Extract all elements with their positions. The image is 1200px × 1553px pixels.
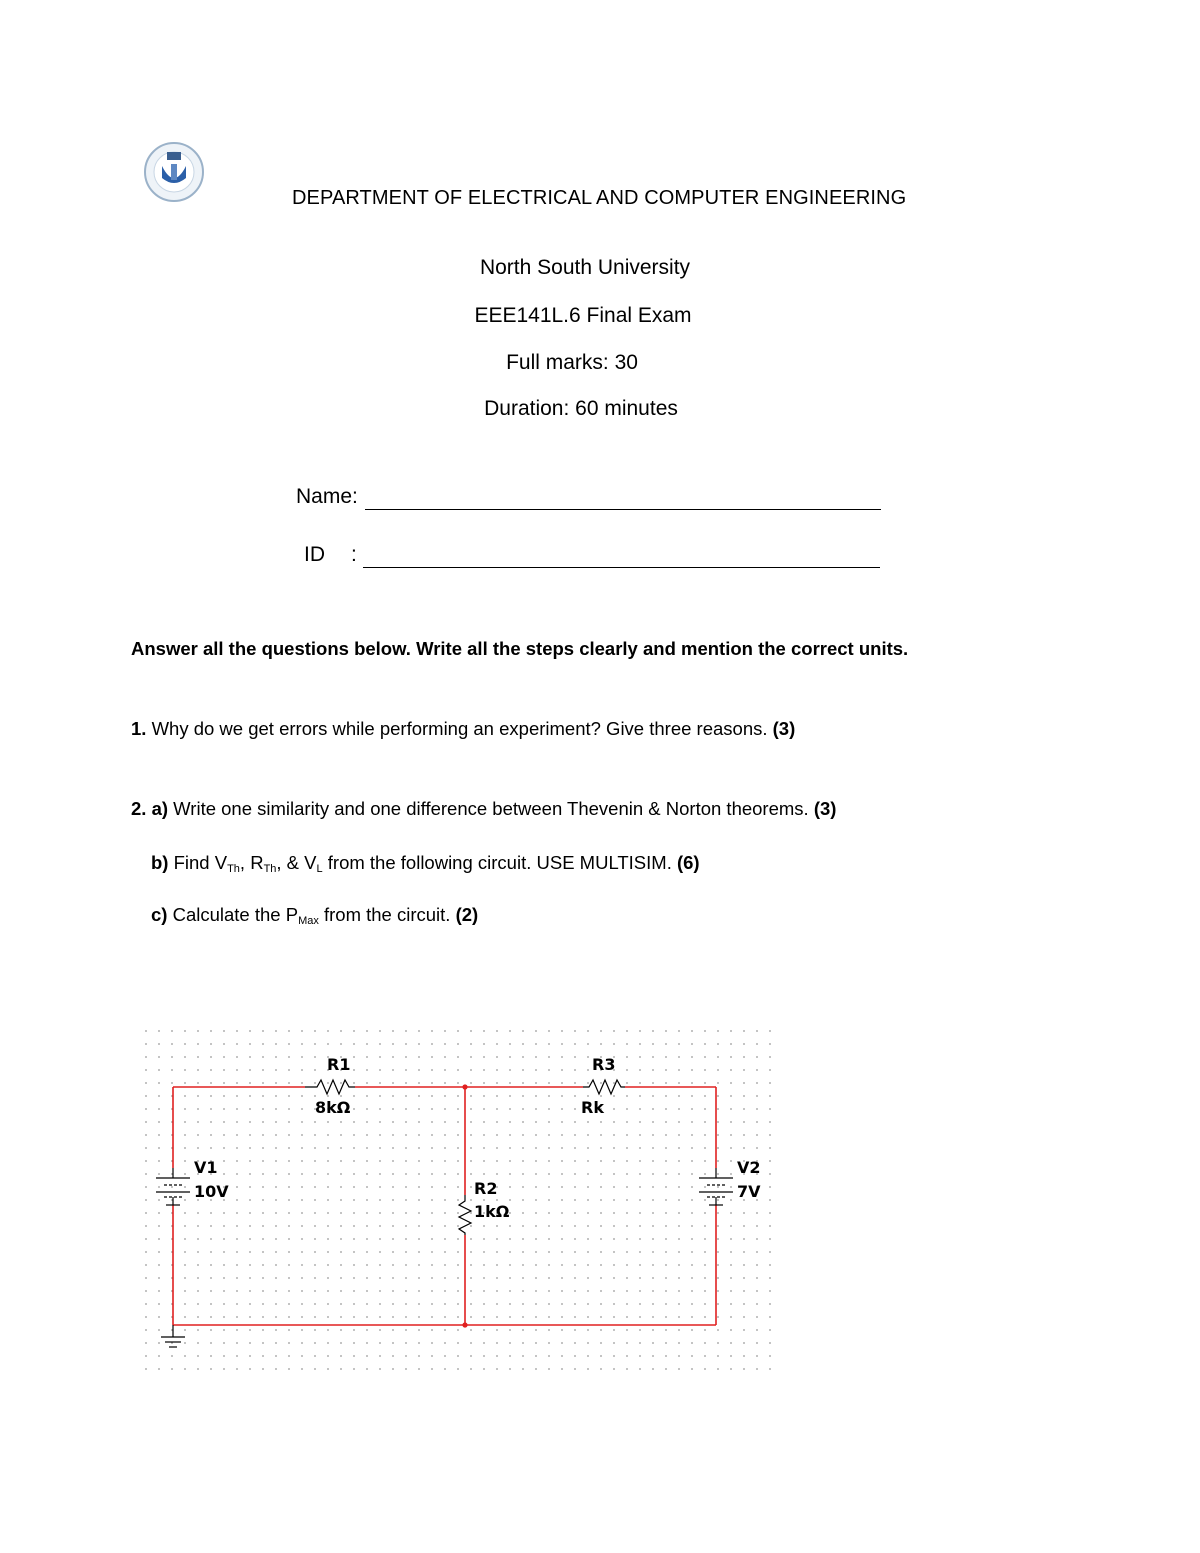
r1-name: R1 (327, 1055, 351, 1074)
question-2a (131, 798, 836, 820)
v2-value: 7V (737, 1182, 761, 1201)
full-marks: Full marks: 30 (506, 351, 638, 374)
university-logo (142, 138, 206, 210)
q2b-r: , R (239, 852, 264, 873)
question-2b (151, 852, 700, 875)
v1-value: 10V (194, 1182, 229, 1201)
r3-value: Rk (581, 1098, 604, 1117)
name-field[interactable] (365, 509, 881, 510)
q2c-rest: from the circuit. (318, 904, 456, 925)
q2b-sub-th2: Th (263, 863, 277, 875)
name-label: Name: (296, 485, 358, 508)
r2-resistor (459, 1195, 471, 1235)
grid-dots (145, 1030, 771, 1370)
circuit-svg (140, 1025, 780, 1385)
university-name: North South University (479, 256, 691, 279)
id-field[interactable] (363, 567, 880, 568)
junction-bottom (462, 1322, 467, 1327)
q2b-marks: (6) (676, 852, 700, 873)
q1-marks: (3) (772, 718, 796, 739)
q2c-text: Calculate the P (167, 904, 299, 925)
exam-title: EEE141L.6 Final Exam (474, 304, 692, 327)
junction-top (462, 1084, 467, 1089)
q2b-label: b) (151, 852, 169, 873)
r1-value: 8kΩ (315, 1098, 351, 1117)
r2-value: 1kΩ (474, 1202, 510, 1221)
id-label: ID (304, 543, 325, 566)
circuit-diagram (140, 1025, 780, 1385)
duration: Duration: 60 minutes (484, 397, 678, 420)
r3-resistor (583, 1080, 625, 1094)
ground-icon (161, 1325, 185, 1347)
q2b-sub-th1: Th (227, 863, 240, 875)
r3-name: R3 (592, 1055, 616, 1074)
q2a-text: Write one similarity and one difference between Thevenin & Norton theorems. (168, 798, 814, 819)
q1-text: Why do we get errors while performing an experiment? Give three reasons. (146, 718, 773, 739)
q2a-number: 2. a) (131, 798, 169, 819)
r2-name: R2 (474, 1179, 498, 1198)
r1-resistor (305, 1080, 355, 1094)
instructions: Answer all the questions below. Write all the steps clearly and mention the correct units. (131, 638, 909, 659)
question-2c (151, 904, 478, 927)
q1-number: 1. (131, 718, 147, 739)
department-title: DEPARTMENT OF ELECTRICAL AND COMPUTER ENGINEERING (292, 187, 907, 209)
v2-name: V2 (737, 1158, 761, 1177)
q2a-marks: (3) (813, 798, 837, 819)
v1-name: V1 (194, 1158, 218, 1177)
q2c-sub: Max (298, 915, 319, 927)
q2b-rest: from the following circuit. USE MULTISIM. (322, 852, 677, 873)
q2b-amp: , & V (276, 852, 317, 873)
v2-battery (699, 1168, 733, 1205)
id-colon: : (351, 543, 357, 566)
q2c-label: c) (151, 904, 168, 925)
q2c-marks: (2) (455, 904, 479, 925)
q2b-find: Find V (168, 852, 228, 873)
q2b-sub-l: L (316, 863, 323, 875)
question-1 (131, 718, 795, 740)
